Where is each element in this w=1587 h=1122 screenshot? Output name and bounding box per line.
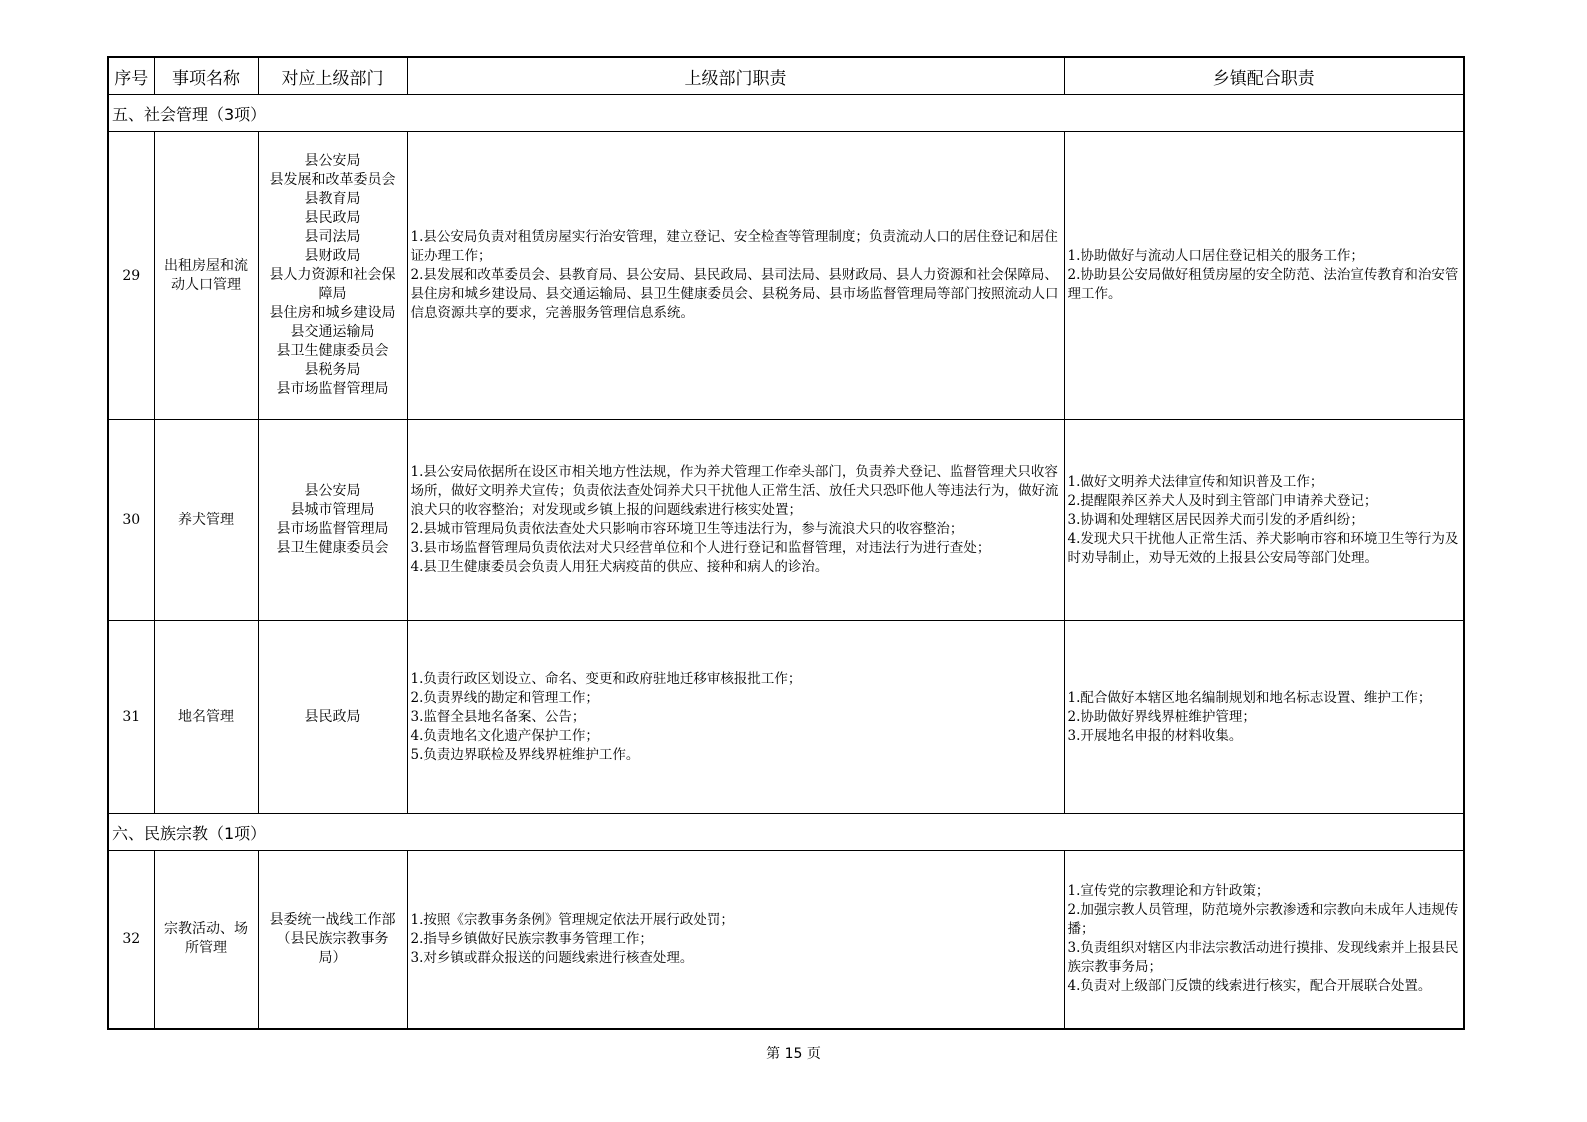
- row-upper-duty-line: 3.对乡镇或群众报送的问题线索进行核查处理。: [410, 949, 694, 966]
- row-depts-line: 县住房和城乡建设局: [269, 305, 396, 321]
- row-upper-duty-line: 1.县公安局负责对租赁房屋实行治安管理，建立登记、安全检查等管理制度；负责流动人口的居住登记和居住证办理工作；: [410, 229, 1058, 264]
- row-upper-duty-line: 1.县公安局依据所在设区市相关地方性法规，作为养犬管理工作牵头部门，负责养犬登记、监督管理犬只收容场所，做好文明养犬宣传；负责依法查处饲养犬只干扰他人正常生活、放任犬只恐吓他人等违法行为，做好流浪犬只的收容整治；对发现或乡镇上报的问题线索进行核实处置；: [410, 464, 1059, 518]
- row-name-line: 所管理: [185, 940, 227, 957]
- row-town-duty-line: 1.配合做好本辖区地名编制规划和地名标志设置、维护工作；: [1067, 689, 1432, 706]
- row-depts-line: 县发展和改革委员会: [269, 172, 396, 188]
- table-row: [108, 132, 1464, 420]
- row-upper-duty-line: 1.按照《宗教事务条例》管理规定依法开展行政处罚；: [410, 911, 734, 928]
- row-depts-line: 县卫生健康委员会: [276, 343, 389, 359]
- row-index: [108, 851, 154, 1029]
- row-depts-line: 县公安局: [304, 483, 361, 499]
- section-title: 六、民族宗教（1项）: [108, 814, 1464, 851]
- row-depts: [258, 420, 407, 621]
- row-depts-line: 县市场监督管理局: [276, 381, 389, 397]
- duty-table: [107, 56, 1465, 1030]
- row-index-line: 29: [122, 267, 141, 284]
- row-upper-duty: [407, 621, 1064, 814]
- row-depts: [258, 621, 407, 814]
- row-name-line: 宗教活动、场: [164, 921, 248, 938]
- row-upper-duty-line: 4.县卫生健康委员会负责人用狂犬病疫苗的供应、接种和病人的诊治。: [410, 559, 829, 575]
- header-index: 序号: [108, 57, 154, 95]
- row-index: [108, 132, 154, 420]
- header-upper-duty: 上级部门职责: [407, 57, 1064, 95]
- header-name: 事项名称: [154, 57, 258, 95]
- row-depts-line: 局）: [318, 949, 347, 966]
- row-depts-line: 障局: [318, 286, 347, 302]
- row-depts-line: 县城市管理局: [290, 502, 375, 518]
- row-town-duty-line: 1.协助做好与流动人口居住登记相关的服务工作；: [1067, 248, 1364, 264]
- row-town-duty-line: 3.协调和处理辖区居民因养犬而引发的矛盾纠纷；: [1067, 511, 1364, 528]
- row-name: [154, 621, 258, 814]
- row-index-line: 32: [122, 931, 141, 948]
- row-name-line: 地名管理: [178, 708, 234, 725]
- row-depts-line: 县公安局: [304, 153, 361, 169]
- header-row: [108, 57, 1464, 95]
- row-depts-line: 县民政局: [304, 210, 361, 226]
- row-name: [154, 420, 258, 621]
- page-number: 第 15 页: [766, 1046, 821, 1062]
- row-upper-duty: [407, 420, 1064, 621]
- table-row: [108, 851, 1464, 1029]
- header-dept: 对应上级部门: [258, 57, 407, 95]
- row-upper-duty-line: 2.负责界线的勘定和管理工作；: [410, 689, 599, 706]
- row-town-duty: [1064, 132, 1464, 420]
- row-upper-duty: [407, 851, 1064, 1029]
- row-town-duty-line: 4.发现犬只干扰他人正常生活、养犬影响市容和环境卫生等行为及时劝导制止，劝导无效的上报县公安局等部门处理。: [1067, 530, 1459, 566]
- row-depts: [258, 851, 407, 1029]
- row-index: [108, 420, 154, 621]
- row-name: [154, 851, 258, 1029]
- row-index-line: 31: [122, 709, 141, 725]
- row-depts-line: 县民政局: [304, 708, 361, 725]
- row-name-line: 出租房屋和流: [164, 257, 248, 274]
- table-row: [108, 420, 1464, 621]
- section-row: [108, 95, 1464, 132]
- header-town-duty: 乡镇配合职责: [1064, 57, 1464, 95]
- row-depts: [258, 132, 407, 420]
- row-town-duty-line: 2.协助县公安局做好租赁房屋的安全防范、法治宣传教育和治安管理工作。: [1067, 267, 1459, 302]
- row-town-duty-line: 4.负责对上级部门反馈的线索进行核实，配合开展联合处置。: [1067, 978, 1432, 995]
- row-upper-duty-line: 2.指导乡镇做好民族宗教事务管理工作；: [410, 930, 653, 947]
- row-town-duty: [1064, 851, 1464, 1029]
- row-town-duty-line: 1.做好文明养犬法律宣传和知识普及工作；: [1067, 473, 1324, 490]
- row-depts-line: （县民族宗教事务: [276, 930, 389, 947]
- row-depts-line: 县市场监督管理局: [276, 521, 389, 537]
- row-depts-line: 县教育局: [304, 191, 361, 207]
- row-town-duty: [1064, 621, 1464, 814]
- row-name: [154, 132, 258, 420]
- row-upper-duty-line: 3.监督全县地名备案、公告；: [410, 708, 586, 725]
- row-upper-duty-line: 2.县发展和改革委员会、县教育局、县公安局、县民政局、县司法局、县财政局、县人力资源和社会保障局、县住房和城乡建设局、县交通运输局、县卫生健康委员会、县税务局、县市场监督管理局等部门按照流动人口信息资源共享的要求，完善服务管理信息系统。: [410, 267, 1059, 321]
- row-upper-duty-line: 5.负责边界联检及界线界桩维护工作。: [410, 746, 640, 763]
- table-row: [108, 621, 1464, 814]
- row-upper-duty-line: 1.负责行政区划设立、命名、变更和政府驻地迁移审核报批工作；: [410, 670, 802, 687]
- row-name-line: 养犬管理: [178, 511, 234, 528]
- row-name-line: 动人口管理: [171, 276, 241, 293]
- row-depts-line: 县交通运输局: [290, 324, 375, 340]
- row-depts-line: 县税务局: [304, 362, 361, 378]
- row-upper-duty-line: 4.负责地名文化遗产保护工作；: [410, 727, 599, 744]
- row-upper-duty-line: 3.县市场监督管理局负责依法对犬只经营单位和个人进行登记和监督管理，对违法行为进行查处；: [410, 540, 991, 556]
- row-town-duty-line: 2.提醒限养区养犬人及时到主管部门申请养犬登记；: [1067, 492, 1378, 509]
- section-title: 五、社会管理（3项）: [108, 95, 1464, 132]
- row-index-line: 30: [122, 512, 141, 528]
- row-town-duty-line: 3.开展地名申报的材料收集。: [1067, 727, 1243, 744]
- row-town-duty: [1064, 420, 1464, 621]
- row-town-duty-line: 2.协助做好界线界桩维护管理；: [1067, 708, 1256, 725]
- row-upper-duty: [407, 132, 1064, 420]
- row-depts-line: 县人力资源和社会保: [269, 267, 396, 283]
- row-index: [108, 621, 154, 814]
- section-row: [108, 814, 1464, 851]
- row-depts-line: 县卫生健康委员会: [276, 540, 389, 556]
- row-depts-line: 县司法局: [304, 229, 361, 245]
- row-depts-line: 县财政局: [304, 248, 361, 264]
- row-town-duty-line: 1.宣传党的宗教理论和方针政策；: [1067, 883, 1270, 900]
- row-town-duty-line: 2.加强宗教人员管理，防范境外宗教渗透和宗教向未成年人违规传播；: [1067, 902, 1459, 938]
- row-depts-line: 县委统一战线工作部: [269, 911, 396, 928]
- row-town-duty-line: 3.负责组织对辖区内非法宗教活动进行摸排、发现线索并上报县民族宗教事务局；: [1067, 940, 1459, 976]
- row-upper-duty-line: 2.县城市管理局负责依法查处犬只影响市容环境卫生等违法行为，参与流浪犬只的收容整治；: [410, 521, 964, 537]
